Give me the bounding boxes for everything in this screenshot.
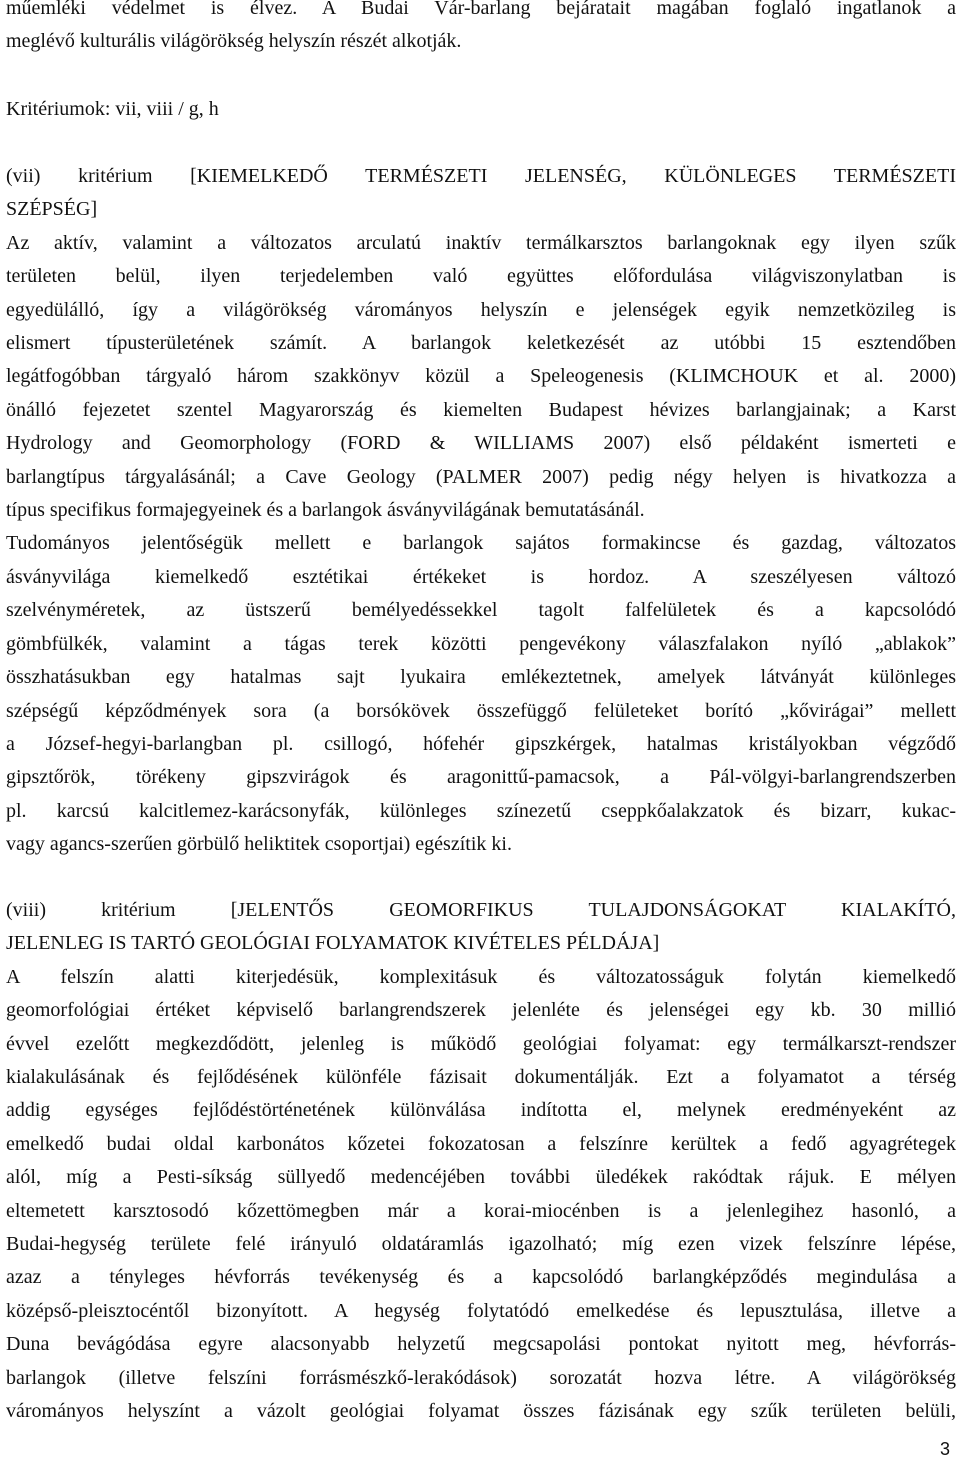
text-line: Kritériumok: vii, viii / g, h: [6, 98, 219, 120]
text-line: típus specifikus formajegyeinek és a barlangok ásványvilágának bemutatásánál.: [6, 499, 645, 522]
text-line: szelvényméretek, az üstszerű bemélyedéssekkel tagolt falfelületek és a kapcsolódó: [6, 599, 956, 622]
text-line: geomorfológiai értéket képviselő barlangrendszerek jelenléte és jelenségei egy kb. 30 millió: [6, 999, 956, 1022]
criterion-viii-heading: (viii) kritérium [JELENTŐS GEOMORFIKUS TULAJDONSÁGOKAT KIALAKÍTÓ,: [6, 899, 956, 921]
text-line: műemléki védelmet is élvez. A Budai Vár-barlang bejáratait magában foglaló ingatlanok a: [6, 0, 956, 19]
document-page: [6, 0, 956, 1460]
text-line: A felszín alatti kiterjedésük, komplexitásuk és változatosságuk folytán kiemelkedő: [6, 965, 956, 988]
text-line: azaz a tényleges hévforrás tevékenység és a kapcsolódó barlangképződés megindulása a: [6, 1266, 956, 1289]
text-line: gömbfülkék, valamint a tágas terek közötti pengevékony válaszfalakon nyíló „ablakok”: [6, 632, 956, 655]
criterion-viii-heading: JELENLEG IS TARTÓ GEOLÓGIAI FOLYAMATOK KIVÉTELES PÉLDÁJA]: [6, 932, 660, 955]
criterion-vii-heading: (vii) kritérium [KIEMELKEDŐ TERMÉSZETI JELENSÉG, KÜLÖNLEGES TERMÉSZETI: [6, 165, 956, 187]
text-line: szépségű képződmények sora (a borsókövek összefüggő felületeket borító „kővirágai” mellett: [6, 699, 956, 722]
text-line: összhatásukban egy hatalmas sajt lyukaira emlékeztetnek, amelyek látványát különleges: [6, 666, 956, 689]
text-line: a József-hegyi-barlangban pl. csillogó, hófehér gipszkérgek, hatalmas kristályokban végződő: [6, 732, 956, 755]
text-line: Duna bevágódása egyre alacsonyabb helyzetű megcsapolási pontokat nyitott meg, hévforrás-: [6, 1333, 956, 1356]
text-line: Tudományos jelentőségük mellett e barlangok sajátos formakincse és gazdag, változatos: [6, 532, 956, 555]
text-line: addig egységes fejlődéstörténetének különválása indította el, melynek eredményeként az: [6, 1099, 956, 1122]
text-line: várományos helyszínt a vázolt geológiai folyamat összes fázisának egy szűk területen belüli,: [6, 1400, 956, 1423]
text-line: Budai-hegység területe felé irányuló oldatáramlás igazolható; míg ezen vizek felszínre lépése,: [6, 1233, 956, 1256]
text-line: eltemetett karsztosodó kőzettömegben már a korai-miocénben is a jelenlegihez hasonló, a: [6, 1199, 956, 1222]
text-line: gipsztőrök, törékeny gipszvirágok és aragonittű-pamacsok, a Pál-völgyi-barlangrendszerben: [6, 766, 956, 789]
text-line: Hydrology and Geomorphology (FORD & WILLIAMS 2007) első példaként ismerteti e: [6, 432, 956, 455]
intro-paragraph: [6, 0, 956, 59]
criteria-line: [6, 93, 956, 126]
criterion-vii-heading: SZÉPSÉG]: [6, 198, 98, 221]
text-line: vagy agancs-szerűen görbülő heliktitek csoportjai) egészítik ki.: [6, 833, 512, 856]
text-line: területen belül, ilyen terjedelemben való együttes előfordulása világviszonylatban is: [6, 265, 956, 288]
text-line: ásványvilága kiemelkedő esztétikai értékeket is hordoz. A szeszélyesen változó: [6, 565, 956, 588]
text-line: alól, míg a Pesti-síkság süllyedő medencéjében további üledékek rakódtak rájuk. E mélyen: [6, 1166, 956, 1189]
text-line: középső-pleisztocéntől bizonyított. A hegység folytatódó emelkedése és lepusztulása, illetve a: [6, 1299, 956, 1322]
text-line: emelkedő budai oldal karbonátos kőzetei fokozatosan a felszínre kerültek a fedő agyagrétegek: [6, 1132, 956, 1155]
text-line: pl. karcsú kalcitlemez-karácsonyfák, különleges színezetű cseppkőalakzatok és bizarr, kukac-: [6, 799, 956, 822]
text-line: elismert típusterületének számít. A barlangok keletkezését az utóbbi 15 esztendőben: [6, 332, 956, 355]
text-line: legátfogóbban tárgyaló három szakkönyv közül a Speleogenesis (KLIMCHOUK et al. 2000): [6, 365, 956, 388]
text-line: barlangok (illetve felszíni forrásmészkő-lerakódások) sorozatát hozva létre. A világörökség: [6, 1366, 956, 1389]
text-line: évvel ezelőtt megkezdődött, jelenleg is működő geológiai folyamat: egy termálkarszt-rendszer: [6, 1032, 956, 1055]
text-line: barlangtípus tárgyalásánál; a Cave Geology (PALMER 2007) pedig négy helyen is hivatkozza a: [6, 465, 956, 488]
text-line: önálló fejezetet szentel Magyarország és kiemelten Budapest hévizes barlangjainak; a Karst: [6, 398, 956, 421]
page-number: 3: [939, 1439, 950, 1459]
criterion-viii-section: [6, 894, 956, 1429]
text-line: meglévő kulturális világörökség helyszín részét alkotják.: [6, 30, 462, 53]
text-line: kialakulásának és fejlődésének különféle fázisait dokumentálják. Ezt a folyamatot a térség: [6, 1066, 956, 1089]
criterion-vii-section: [6, 160, 956, 862]
text-line: egyedülálló, így a világörökség várományos helyszín e jelenségek egyik nemzetközileg is: [6, 298, 956, 321]
text-line: Az aktív, valamint a változatos arculatú inaktív termálkarsztos barlangoknak egy ilyen szűk: [6, 231, 956, 254]
